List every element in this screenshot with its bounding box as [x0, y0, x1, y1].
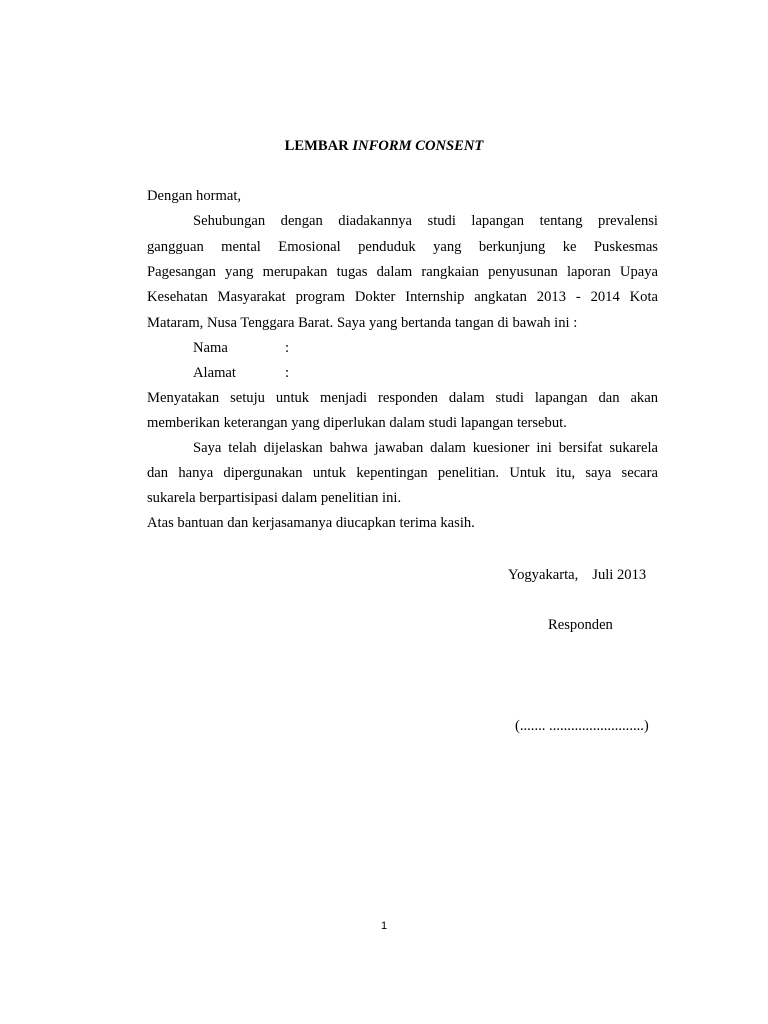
page-number: 1 — [380, 920, 388, 932]
paragraph2-line: memberikan keterangan yang diperlukan dalam studi lapangan tersebut. — [147, 415, 567, 431]
paragraph2-line: Menyatakan setuju untuk menjadi responden dalam studi lapangan dan akan — [147, 390, 658, 406]
title-italic: INFORM CONSENT — [352, 138, 484, 154]
paragraph1-line: gangguan mental Emosional penduduk yang berkunjung ke Puskesmas — [147, 239, 658, 255]
paragraph3-line: dan hanya dipergunakan untuk kepentingan penelitian. Untuk itu, saya secara — [147, 465, 658, 481]
paragraph1-line: Pagesangan yang merupakan tugas dalam rangkaian penyusunan laporan Upaya — [147, 264, 658, 280]
greeting: Dengan hormat, — [147, 188, 242, 204]
paragraph3-line: sukarela berpartisipasi dalam penelitian ini. — [147, 490, 402, 506]
field-separator: : — [285, 340, 290, 356]
field-separator: : — [285, 365, 290, 381]
field-label-nama: Nama — [193, 340, 228, 356]
field-label-alamat: Alamat — [193, 365, 236, 381]
date: Juli 2013 — [592, 567, 647, 583]
closing-text: Atas bantuan dan kerjasamanya diucapkan terima kasih. — [147, 515, 475, 531]
paragraph1-line: Mataram, Nusa Tenggara Barat. Saya yang bertanda tangan di bawah ini : — [147, 315, 578, 331]
document-title — [0, 137, 768, 155]
signature-line: (....... ..........................) — [515, 718, 649, 734]
place-date — [508, 566, 646, 584]
place: Yogyakarta, — [508, 567, 579, 583]
signatory-role: Responden — [548, 617, 613, 633]
title-plain: LEMBAR — [284, 138, 353, 154]
paragraph3-line: Saya telah dijelaskan bahwa jawaban dalam kuesioner ini bersifat sukarela — [193, 440, 658, 456]
paragraph1-line: Kesehatan Masyarakat program Dokter Internship angkatan 2013 - 2014 Kota — [147, 289, 658, 305]
paragraph1-line: Sehubungan dengan diadakannya studi lapangan tentang prevalensi — [193, 213, 658, 229]
